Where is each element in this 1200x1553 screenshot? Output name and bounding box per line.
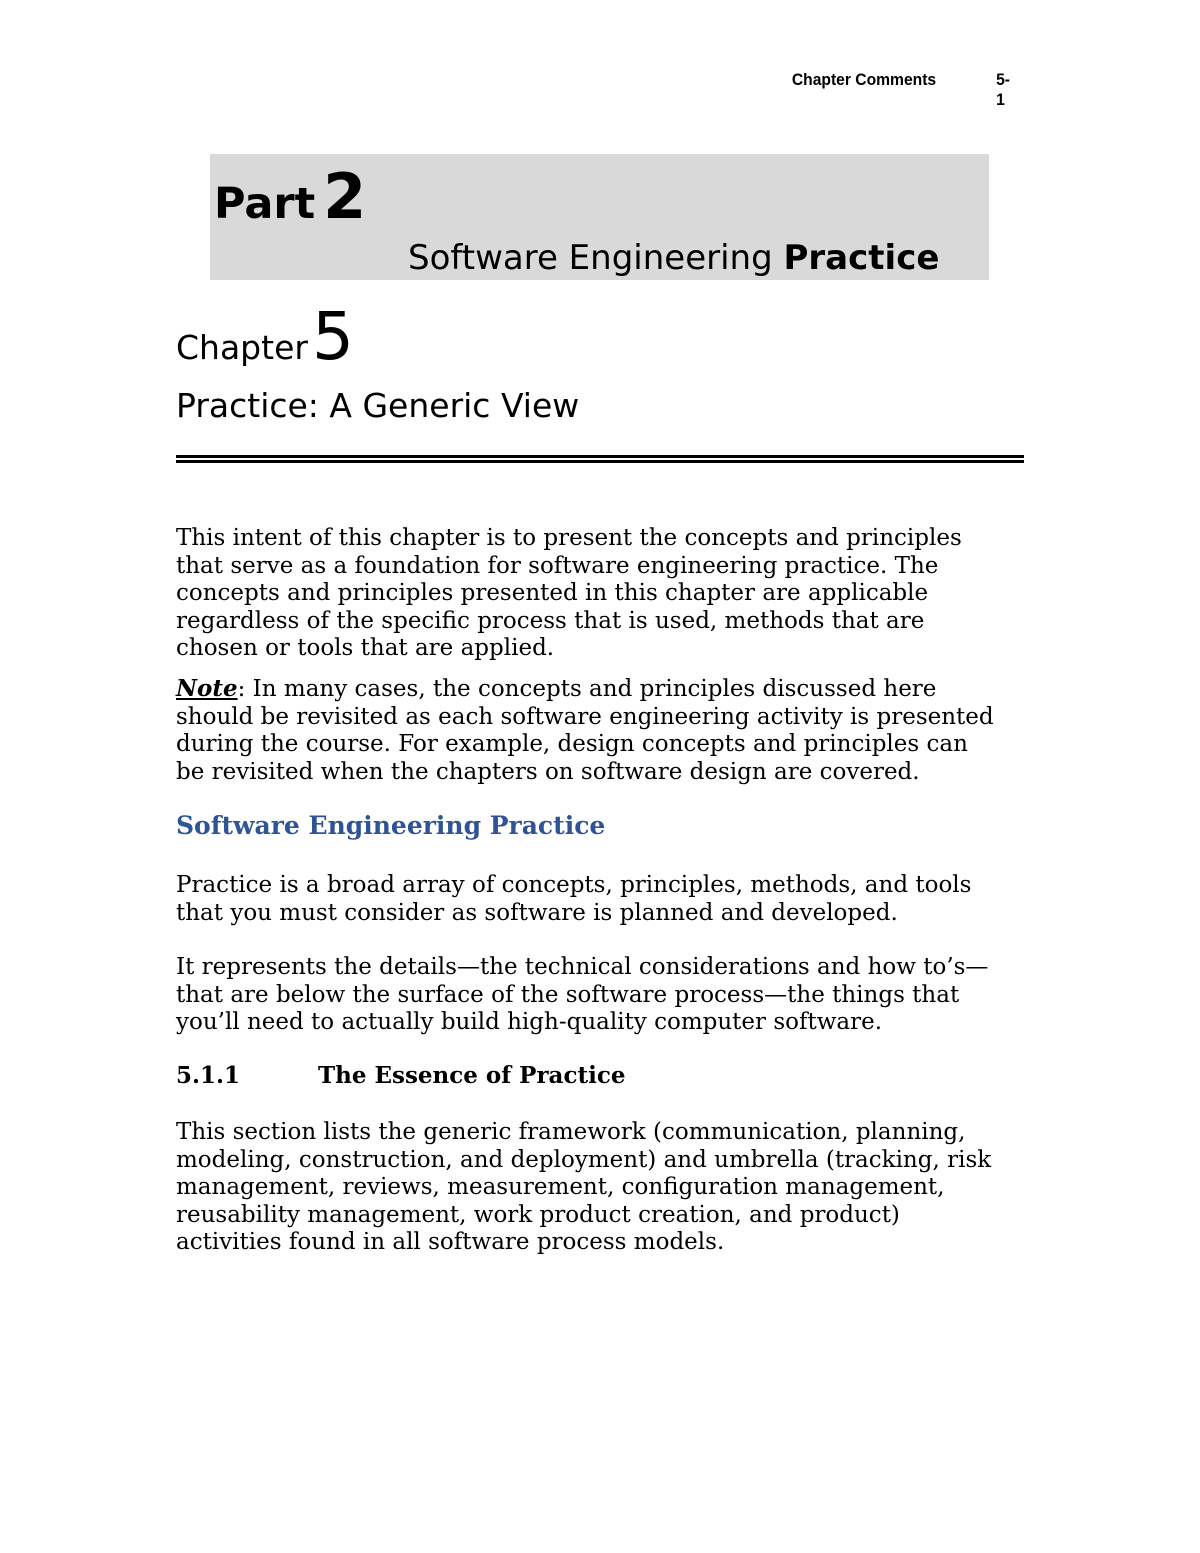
intro-line: concepts and principles presented in this chapter are applicable: [176, 580, 929, 606]
intro-line: chosen or tools that are applied.: [176, 635, 555, 661]
chapter-number: 5: [311, 298, 354, 375]
subsection-number: 5.1.1: [176, 1062, 241, 1089]
header-page-number: 5-1: [996, 70, 1010, 109]
part-subtitle-bold: Practice: [783, 238, 940, 278]
note-paragraph: [176, 675, 1036, 786]
section-line: It represents the details—the technical considerations and how to’s—: [176, 954, 989, 980]
subsection-paragraph: [176, 1119, 1036, 1257]
section-paragraph-2: [176, 954, 1036, 1037]
subsection-line: activities found in all software process models.: [176, 1229, 725, 1255]
note-line: : In many cases, the concepts and principles discussed here: [237, 676, 937, 702]
intro-line: This intent of this chapter is to present the concepts and principles: [176, 525, 962, 551]
title-rule-top: [176, 455, 1024, 458]
section-line: that you must consider as software is planned and developed.: [176, 899, 898, 926]
section-heading: Software Engineering Practice: [176, 811, 606, 840]
note-label: Note: [176, 675, 238, 702]
section-line: that are below the surface of the software process—the things that: [176, 981, 960, 1008]
chapter-title: Practice: A Generic View: [176, 386, 580, 425]
subsection-line: reusability management, work product creation, and product): [176, 1201, 900, 1228]
subsection-line: management, reviews, measurement, configuration management,: [176, 1174, 945, 1200]
running-header: [790, 70, 1011, 109]
chapter-label: Chapter: [176, 328, 308, 367]
intro-line: regardless of the specific process that is used, methods that are: [176, 607, 925, 634]
part-heading: [214, 160, 366, 233]
note-line: during the course. For example, design concepts and principles can: [176, 731, 968, 757]
section-paragraph-1: [176, 872, 1036, 927]
header-title: Chapter Comments: [791, 70, 937, 89]
note-line: should be revisited as each software engineering activity is presented: [176, 703, 994, 730]
subsection-line: modeling, construction, and deployment) and umbrella (tracking, risk: [176, 1146, 992, 1173]
title-rule-bottom: [176, 460, 1024, 463]
part-number: 2: [323, 160, 367, 233]
part-banner: [210, 154, 989, 280]
subsection-title: The Essence of Practice: [318, 1062, 626, 1089]
section-line: you’ll need to actually build high-quality computer software.: [176, 1009, 883, 1035]
subsection-line: This section lists the generic framework (communication, planning,: [176, 1119, 966, 1145]
section-line: Practice is a broad array of concepts, principles, methods, and tools: [176, 872, 972, 898]
chapter-heading: [176, 298, 354, 375]
intro-paragraph: [176, 525, 1036, 663]
part-label: Part: [214, 179, 316, 229]
part-subtitle-regular: Software Engineering: [408, 238, 784, 278]
note-line: be revisited when the chapters on software design are covered.: [176, 758, 920, 785]
part-subtitle: [408, 238, 939, 278]
intro-line: that serve as a foundation for software engineering practice. The: [176, 552, 939, 579]
